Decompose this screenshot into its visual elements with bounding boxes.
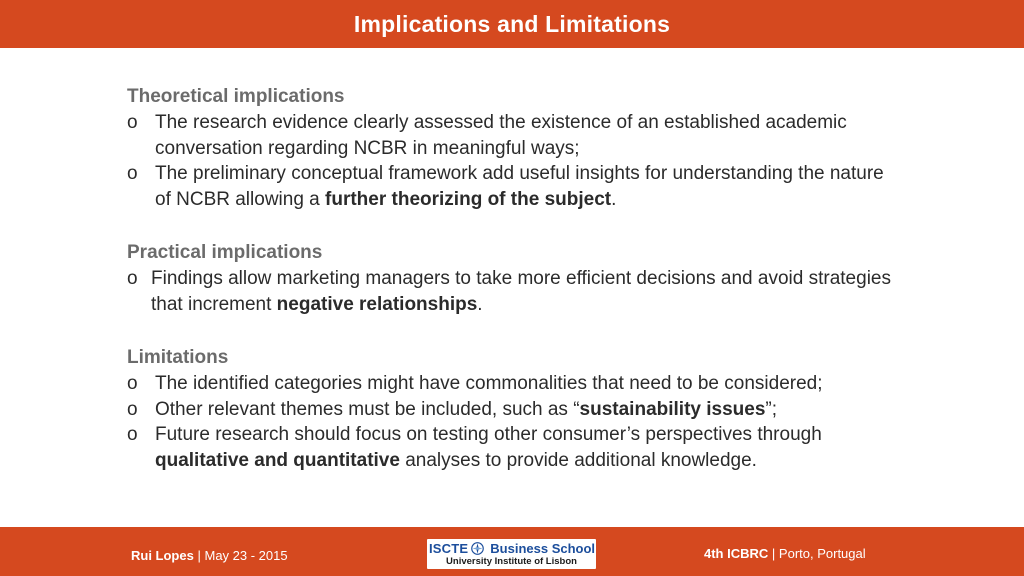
footer-location: Porto, Portugal xyxy=(778,546,866,561)
list-item xyxy=(127,266,927,317)
bullet-text-post: . xyxy=(477,293,483,315)
logo-subtitle: University Institute of Lisbon xyxy=(446,556,577,567)
section-practical xyxy=(127,240,927,317)
bullet-text-post: . xyxy=(611,188,617,210)
bullet-line: Findings allow marketing managers to take more efficient decisions and avoid strategies xyxy=(151,268,891,289)
bullet-line: The research evidence clearly assessed the existence of an established academic xyxy=(155,112,847,133)
bullet-list-limitations xyxy=(127,371,927,473)
bullet-marker: o xyxy=(127,112,138,133)
section-heading-theoretical: Theoretical implications xyxy=(127,86,345,107)
section-theoretical xyxy=(127,84,927,212)
bullet-emphasis: qualitative and quantitative xyxy=(155,449,400,471)
section-heading-practical: Practical implications xyxy=(127,242,323,263)
section-heading-limitations: Limitations xyxy=(127,347,229,368)
bullet-text-pre: that increment xyxy=(151,293,277,315)
bullet-marker: o xyxy=(127,373,138,394)
slide-body xyxy=(127,84,927,501)
bullet-marker: o xyxy=(127,398,138,420)
bullet-line: The preliminary conceptual framework add useful insights for understanding the nature xyxy=(155,163,884,184)
slide-title: Implications and Limitations xyxy=(353,10,671,37)
bullet-text: The identified categories might have commonalities that need to be considered; xyxy=(155,373,823,394)
bullet-list-theoretical xyxy=(127,110,927,212)
footer-separator: | xyxy=(771,546,776,561)
bullet-text xyxy=(155,110,847,161)
iscte-business-school-logo xyxy=(427,539,596,569)
bullet-text-post: analyses to provide additional knowledge. xyxy=(399,449,757,471)
bullet-marker: o xyxy=(127,424,138,445)
footer-event-name: 4th ICBRC xyxy=(704,546,769,561)
section-limitations xyxy=(127,345,927,473)
bullet-text-post: ”; xyxy=(765,398,778,420)
bullet-line: conversation regarding NCBR in meaningful ways; xyxy=(155,137,580,159)
title-bar xyxy=(0,0,1024,48)
bullet-text xyxy=(155,161,884,212)
bullet-emphasis: negative relationships xyxy=(276,293,478,315)
bullet-text xyxy=(155,397,777,423)
bullet-text-pre: Other relevant themes must be included, such as “ xyxy=(155,398,580,420)
compass-emblem-icon xyxy=(471,542,484,555)
bullet-list-practical xyxy=(127,266,927,317)
footer-date: May 23 - 2015 xyxy=(204,548,288,563)
list-item xyxy=(127,371,927,397)
bullet-emphasis: sustainability issues xyxy=(579,398,766,420)
bullet-text xyxy=(151,266,891,317)
footer-author: Rui Lopes xyxy=(131,548,194,563)
logo-business-school-text: Business School xyxy=(490,540,596,556)
list-item xyxy=(127,422,927,473)
bullet-text xyxy=(155,422,822,473)
bullet-text-pre: of NCBR allowing a xyxy=(155,188,326,210)
footer-separator: | xyxy=(197,548,201,563)
logo-wordmark xyxy=(429,540,595,556)
list-item xyxy=(127,397,927,423)
bullet-line: Future research should focus on testing other consumer’s perspectives through xyxy=(155,424,822,445)
footer-event xyxy=(704,546,866,561)
bullet-emphasis: further theorizing of the subject xyxy=(325,188,612,210)
bullet-marker: o xyxy=(127,163,138,184)
list-item xyxy=(127,110,927,161)
footer-author-date xyxy=(131,548,288,563)
bullet-marker: o xyxy=(127,268,138,289)
list-item xyxy=(127,161,927,212)
logo-iscte-text: ISCTE xyxy=(429,540,469,556)
